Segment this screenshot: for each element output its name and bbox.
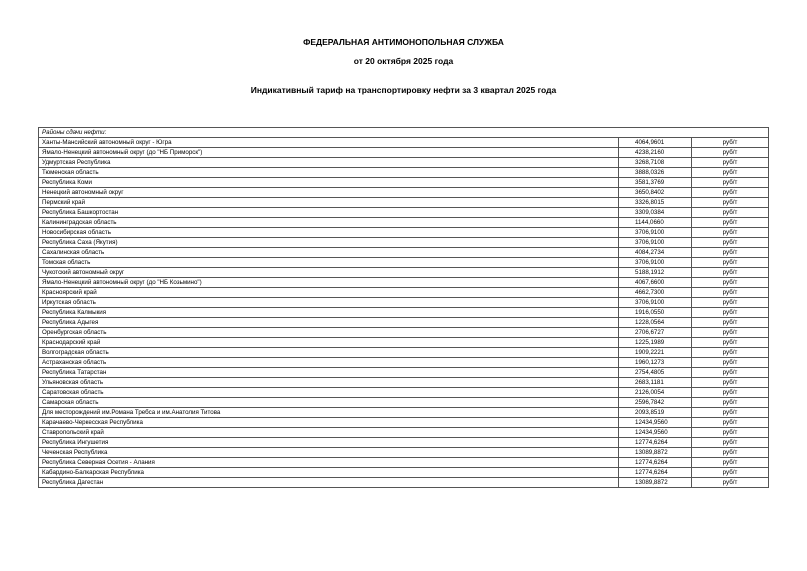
table-row — [39, 258, 769, 268]
unit-cell: руб/т — [692, 448, 769, 458]
table-row — [39, 368, 769, 378]
unit-cell: руб/т — [692, 188, 769, 198]
tariff-value-cell: 4238,2160 — [619, 148, 692, 158]
unit-cell: руб/т — [692, 158, 769, 168]
tariff-value-cell: 3706,9100 — [619, 258, 692, 268]
table-row — [39, 188, 769, 198]
unit-cell: руб/т — [692, 198, 769, 208]
table-row — [39, 428, 769, 438]
document-date: от 20 октября 2025 года — [353, 56, 454, 66]
region-cell: Томская область — [39, 258, 619, 268]
region-cell: Ямало-Ненецкий автономный округ (до "НБ Козьмино") — [39, 278, 619, 288]
tariff-value-cell: 1228,0564 — [619, 318, 692, 328]
unit-cell: руб/т — [692, 368, 769, 378]
region-cell: Карачаево-Черкесская Республика — [39, 418, 619, 428]
unit-cell: руб/т — [692, 278, 769, 288]
tariff-value-cell: 12774,6264 — [619, 468, 692, 478]
unit-cell: руб/т — [692, 378, 769, 388]
table-row — [39, 148, 769, 158]
region-cell: Ульяновская область — [39, 378, 619, 388]
unit-cell: руб/т — [692, 358, 769, 368]
unit-cell: руб/т — [692, 178, 769, 188]
table-group-header — [39, 128, 769, 138]
region-cell: Оренбургская область — [39, 328, 619, 338]
tariff-value-cell: 4084,2734 — [619, 248, 692, 258]
tariff-value-cell: 13089,8872 — [619, 478, 692, 488]
region-cell: Ненецкий автономный округ — [39, 188, 619, 198]
unit-cell: руб/т — [692, 268, 769, 278]
region-cell: Саратовская область — [39, 388, 619, 398]
table-row — [39, 468, 769, 478]
tariff-value-cell: 5188,1912 — [619, 268, 692, 278]
tariff-value-cell: 3268,7108 — [619, 158, 692, 168]
unit-cell: руб/т — [692, 458, 769, 468]
table-row — [39, 248, 769, 258]
table-row — [39, 388, 769, 398]
table-row — [39, 358, 769, 368]
region-cell: Республика Саха (Якутия) — [39, 238, 619, 248]
table-row — [39, 298, 769, 308]
tariff-value-cell: 3309,0384 — [619, 208, 692, 218]
document-title: Индикативный тариф на транспортировку нефти за 3 квартал 2025 года — [250, 85, 557, 95]
tariff-value-cell: 12434,9560 — [619, 428, 692, 438]
tariff-value-cell: 2683,1181 — [619, 378, 692, 388]
table-row — [39, 418, 769, 428]
region-cell: Республика Коми — [39, 178, 619, 188]
group-label: Районы сдачи нефти: — [39, 128, 769, 138]
region-cell: Республика Северная Осетия - Алания — [39, 458, 619, 468]
tariff-value-cell: 1225,1989 — [619, 338, 692, 348]
unit-cell: руб/т — [692, 318, 769, 328]
region-cell: Красноярский край — [39, 288, 619, 298]
table-row — [39, 288, 769, 298]
table-row — [39, 348, 769, 358]
table-row — [39, 178, 769, 188]
unit-cell: руб/т — [692, 238, 769, 248]
unit-cell: руб/т — [692, 248, 769, 258]
unit-cell: руб/т — [692, 478, 769, 488]
region-cell: Сахалинская область — [39, 248, 619, 258]
region-cell: Ставропольский край — [39, 428, 619, 438]
table-row — [39, 168, 769, 178]
tariff-value-cell: 2596,7842 — [619, 398, 692, 408]
region-cell: Республика Калмыкия — [39, 308, 619, 318]
region-cell: Удмуртская Республика — [39, 158, 619, 168]
tariff-value-cell: 1144,0660 — [619, 218, 692, 228]
region-cell: Краснодарский край — [39, 338, 619, 348]
tariff-value-cell: 12434,9560 — [619, 418, 692, 428]
table-row — [39, 458, 769, 468]
unit-cell: руб/т — [692, 288, 769, 298]
tariff-value-cell: 3581,3769 — [619, 178, 692, 188]
table-row — [39, 228, 769, 238]
table-row — [39, 328, 769, 338]
region-cell: Чукотский автономный округ — [39, 268, 619, 278]
region-cell: Новосибирская область — [39, 228, 619, 238]
tariff-value-cell: 4064,9601 — [619, 138, 692, 148]
org-title: ФЕДЕРАЛЬНАЯ АНТИМОНОПОЛЬНАЯ СЛУЖБА — [303, 37, 504, 47]
region-cell: Иркутская область — [39, 298, 619, 308]
table-row — [39, 198, 769, 208]
unit-cell: руб/т — [692, 168, 769, 178]
table-row — [39, 478, 769, 488]
region-cell: Астраханская область — [39, 358, 619, 368]
tariff-value-cell: 1909,2221 — [619, 348, 692, 358]
table-row — [39, 448, 769, 458]
table-row — [39, 338, 769, 348]
tariff-value-cell: 2126,0054 — [619, 388, 692, 398]
tariff-value-cell: 3706,9100 — [619, 238, 692, 248]
tariff-value-cell: 3706,9100 — [619, 228, 692, 238]
tariff-value-cell: 2754,4805 — [619, 368, 692, 378]
unit-cell: руб/т — [692, 218, 769, 228]
tariff-value-cell: 1960,1273 — [619, 358, 692, 368]
region-cell: Ханты-Мансийский автономный округ - Югра — [39, 138, 619, 148]
unit-cell: руб/т — [692, 428, 769, 438]
unit-cell: руб/т — [692, 388, 769, 398]
table-row — [39, 218, 769, 228]
tariff-value-cell: 4067,6600 — [619, 278, 692, 288]
region-cell: Тюменская область — [39, 168, 619, 178]
tariff-value-cell: 4662,7300 — [619, 288, 692, 298]
tariff-table — [38, 127, 769, 488]
table-row — [39, 268, 769, 278]
tariff-value-cell: 2706,6727 — [619, 328, 692, 338]
unit-cell: руб/т — [692, 258, 769, 268]
region-cell: Волгоградская область — [39, 348, 619, 358]
region-cell: Чеченская Республика — [39, 448, 619, 458]
unit-cell: руб/т — [692, 138, 769, 148]
region-cell: Республика Башкортостан — [39, 208, 619, 218]
tariff-value-cell: 2093,8519 — [619, 408, 692, 418]
tariff-value-cell: 3888,0326 — [619, 168, 692, 178]
region-cell: Республика Адыгея — [39, 318, 619, 328]
region-cell: Для месторождений им.Романа Требса и им.Анатолия Титова — [39, 408, 619, 418]
tariff-value-cell: 13089,8872 — [619, 448, 692, 458]
region-cell: Республика Дагестан — [39, 478, 619, 488]
table-row — [39, 158, 769, 168]
table-row — [39, 278, 769, 288]
table-row — [39, 408, 769, 418]
unit-cell: руб/т — [692, 298, 769, 308]
table-row — [39, 398, 769, 408]
table-row — [39, 308, 769, 318]
tariff-value-cell: 3650,8402 — [619, 188, 692, 198]
region-cell: Кабардино-Балкарская Республика — [39, 468, 619, 478]
unit-cell: руб/т — [692, 348, 769, 358]
tariff-value-cell: 1916,0550 — [619, 308, 692, 318]
unit-cell: руб/т — [692, 398, 769, 408]
tariff-value-cell: 12774,6264 — [619, 438, 692, 448]
unit-cell: руб/т — [692, 328, 769, 338]
region-cell: Республика Татарстан — [39, 368, 619, 378]
region-cell: Пермский край — [39, 198, 619, 208]
unit-cell: руб/т — [692, 208, 769, 218]
tariff-value-cell: 3706,9100 — [619, 298, 692, 308]
region-cell: Ямало-Ненецкий автономный округ (до "НБ Приморск") — [39, 148, 619, 158]
region-cell: Республика Ингушетия — [39, 438, 619, 448]
table-row — [39, 318, 769, 328]
unit-cell: руб/т — [692, 228, 769, 238]
table-row — [39, 238, 769, 248]
table-row — [39, 378, 769, 388]
unit-cell: руб/т — [692, 438, 769, 448]
table-row — [39, 138, 769, 148]
table-row — [39, 438, 769, 448]
tariff-value-cell: 12774,6264 — [619, 458, 692, 468]
tariff-value-cell: 3326,8015 — [619, 198, 692, 208]
region-cell: Самарская область — [39, 398, 619, 408]
unit-cell: руб/т — [692, 468, 769, 478]
table-row — [39, 208, 769, 218]
region-cell: Калининградская область — [39, 218, 619, 228]
unit-cell: руб/т — [692, 308, 769, 318]
unit-cell: руб/т — [692, 408, 769, 418]
unit-cell: руб/т — [692, 148, 769, 158]
unit-cell: руб/т — [692, 338, 769, 348]
unit-cell: руб/т — [692, 418, 769, 428]
